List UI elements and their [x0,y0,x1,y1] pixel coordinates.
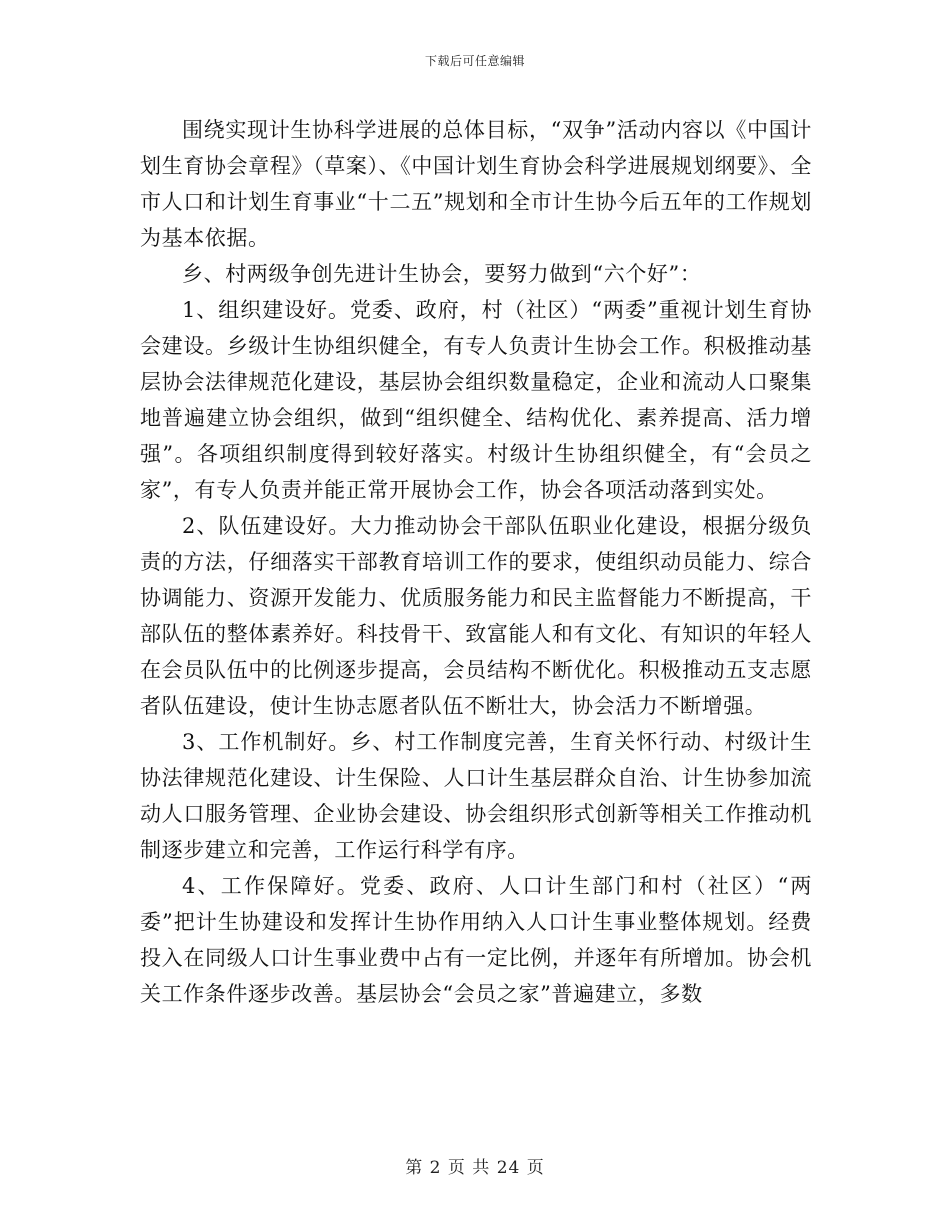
page-header: 下载后可任意编辑 [424,54,525,68]
paragraph-mechanism: 3、工作机制好。乡、村工作制度完善，生育关怀行动、村级计生协法律规范化建设、计生保险、人口计生基层群众自治、计生协参加流动人口服务管理、企业协会建设、协会组织形式创新等相关工作推动机制逐步建立和完善，工作运行科学有序。 [140,730,812,862]
paragraph-six-goods: 乡、村两级争创先进计生协会，要努力做到“六个好”： [182,262,702,286]
page-number-footer: 第 2 页 共 24 页 [405,1158,545,1178]
document-body [140,112,812,1012]
paragraph-organization: 1、组织建设好。党委、政府，村（社区）“两委”重视计划生育协会建设。乡级计生协组织健全，有专人负责计生协会工作。积极推动基层协会法律规范化建设，基层协会组织数量稳定，企业和流动人口聚集地普遍建立协会组织，做到“组织健全、结构优化、素养提高、活力增强”。各项组织制度得到较好落实。村级计生协组织健全，有“会员之家”，有专人负责并能正常开展协会工作，协会各项活动落到实处。 [140,298,812,502]
paragraph-intro: 围绕实现计生协科学进展的总体目标，“双争”活动内容以《中国计划生育协会章程》（草案）、《中国计划生育协会科学进展规划纲要》、全市人口和计划生育事业“十二五”规划和全市计生协今后五年的工作规划为基本依据。 [140,118,812,250]
paragraph-guarantee: 4、工作保障好。党委、政府、人口计生部门和村（社区）“两委”把计生协建设和发挥计生协作用纳入人口计生事业整体规划。经费投入在同级人口计生事业费中占有一定比例，并逐年有所增加。协会机关工作条件逐步改善。基层协会“会员之家”普遍建立，多数 [140,874,812,1006]
paragraph-team: 2、队伍建设好。大力推动协会干部队伍职业化建设，根据分级负责的方法，仔细落实干部教育培训工作的要求，使组织动员能力、综合协调能力、资源开发能力、优质服务能力和民主监督能力不断提高，干部队伍的整体素养好。科技骨干、致富能人和有文化、有知识的年轻人在会员队伍中的比例逐步提高，会员结构不断优化。积极推动五支志愿者队伍建设，使计生协志愿者队伍不断壮大，协会活力不断增强。 [140,514,812,718]
